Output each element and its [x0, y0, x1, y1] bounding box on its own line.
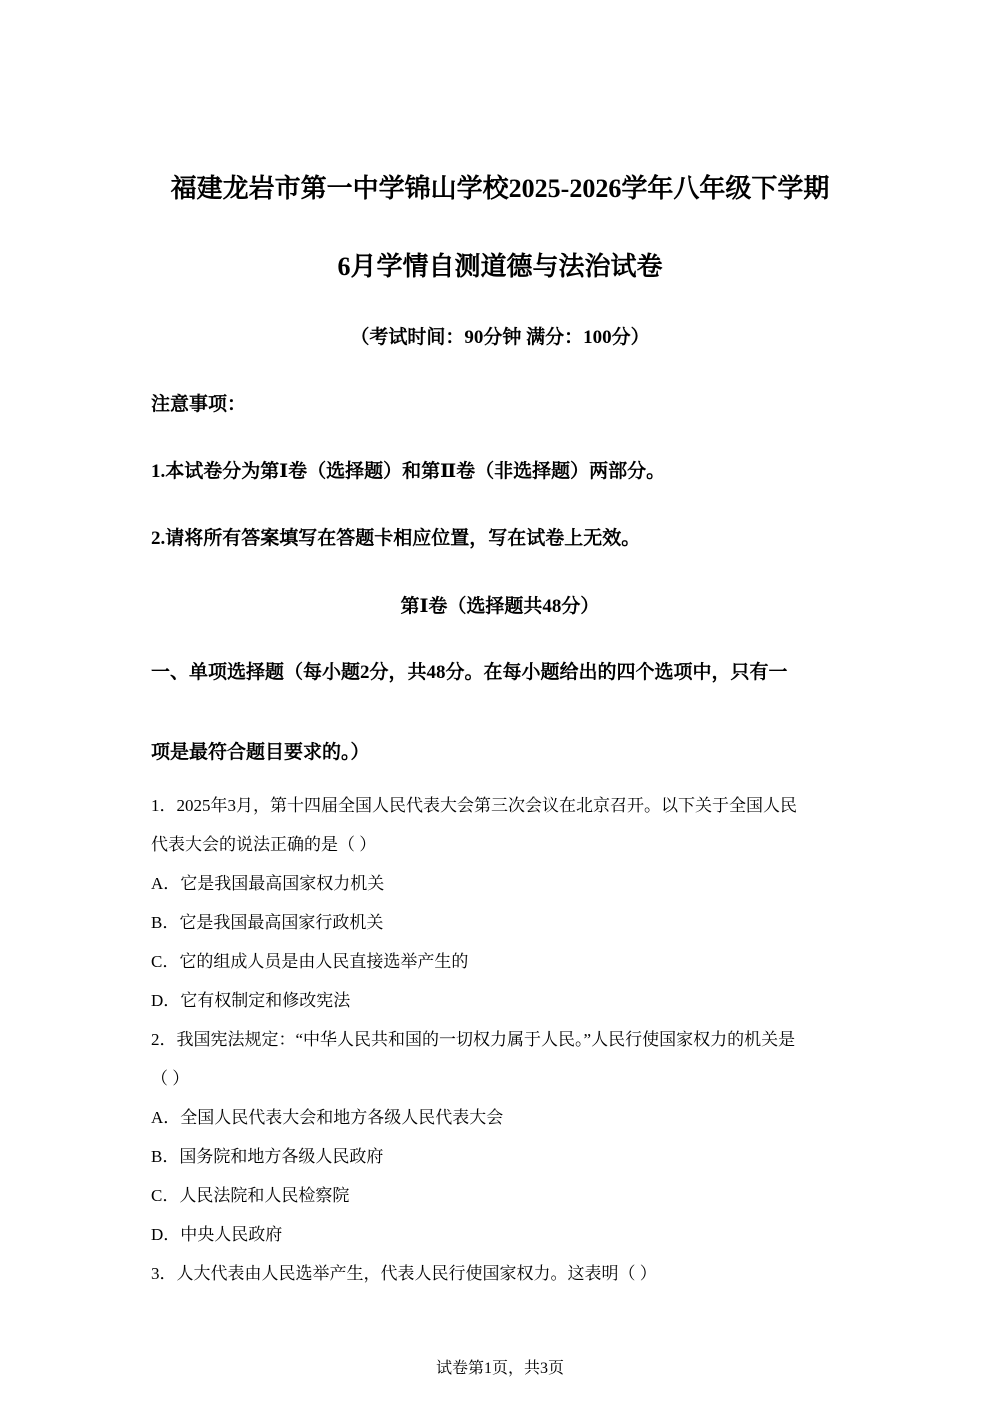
question-1-stem-line-1: 1．2025年3月，第十四届全国人民代表大会第三次会议在北京召开。以下关于全国人民	[151, 796, 797, 815]
section-instruction-line-2: 项是最符合题目要求的。）	[151, 742, 370, 763]
question-2-option-a: A．全国人民代表大会和地方各级人民代表大会	[151, 1108, 504, 1127]
section-instruction-line-1: 一、单项选择题（每小题2分，共48分。在每小题给出的四个选项中，只有一	[151, 662, 788, 683]
question-2-option-d: D．中央人民政府	[151, 1225, 283, 1244]
question-1-option-a: A．它是我国最高国家权力机关	[151, 874, 385, 893]
question-1-option-d: D．它有权制定和修改宪法	[151, 991, 351, 1010]
notice-item-2: 2.请将所有答案填写在答题卡相应位置，写在试卷上无效。	[151, 528, 641, 549]
question-3-stem-line-1: 3．人大代表由人民选举产生，代表人民行使国家权力。这表明（ ）	[151, 1264, 657, 1283]
question-1-stem-line-2: 代表大会的说法正确的是（ ）	[151, 835, 377, 854]
question-2-stem-line-1: 2．我国宪法规定：“中华人民共和国的一切权力属于人民。”人民行使国家权力的机关是	[151, 1030, 796, 1049]
question-2-stem-line-2: （ ）	[151, 1069, 190, 1088]
exam-info: （考试时间：90分钟 满分：100分）	[350, 327, 650, 348]
notice-heading: 注意事项：	[151, 394, 247, 415]
question-1-option-c: C．它的组成人员是由人民直接选举产生的	[151, 952, 469, 971]
exam-title-line-1: 福建龙岩市第一中学锦山学校2025-2026学年八年级下学期	[170, 174, 830, 203]
exam-title-line-2: 6月学情自测道德与法治试卷	[337, 252, 663, 281]
question-1-option-b: B．它是我国最高国家行政机关	[151, 913, 384, 932]
notice-item-1: 1.本试卷分为第Ⅰ卷（选择题）和第Ⅱ卷（非选择题）两部分。	[151, 461, 666, 482]
question-2-option-c: C．人民法院和人民检察院	[151, 1186, 350, 1205]
section-title: 第Ⅰ卷（选择题共48分）	[400, 596, 600, 617]
page-footer: 试卷第1页，共3页	[435, 1360, 564, 1377]
question-2-option-b: B．国务院和地方各级人民政府	[151, 1147, 384, 1166]
